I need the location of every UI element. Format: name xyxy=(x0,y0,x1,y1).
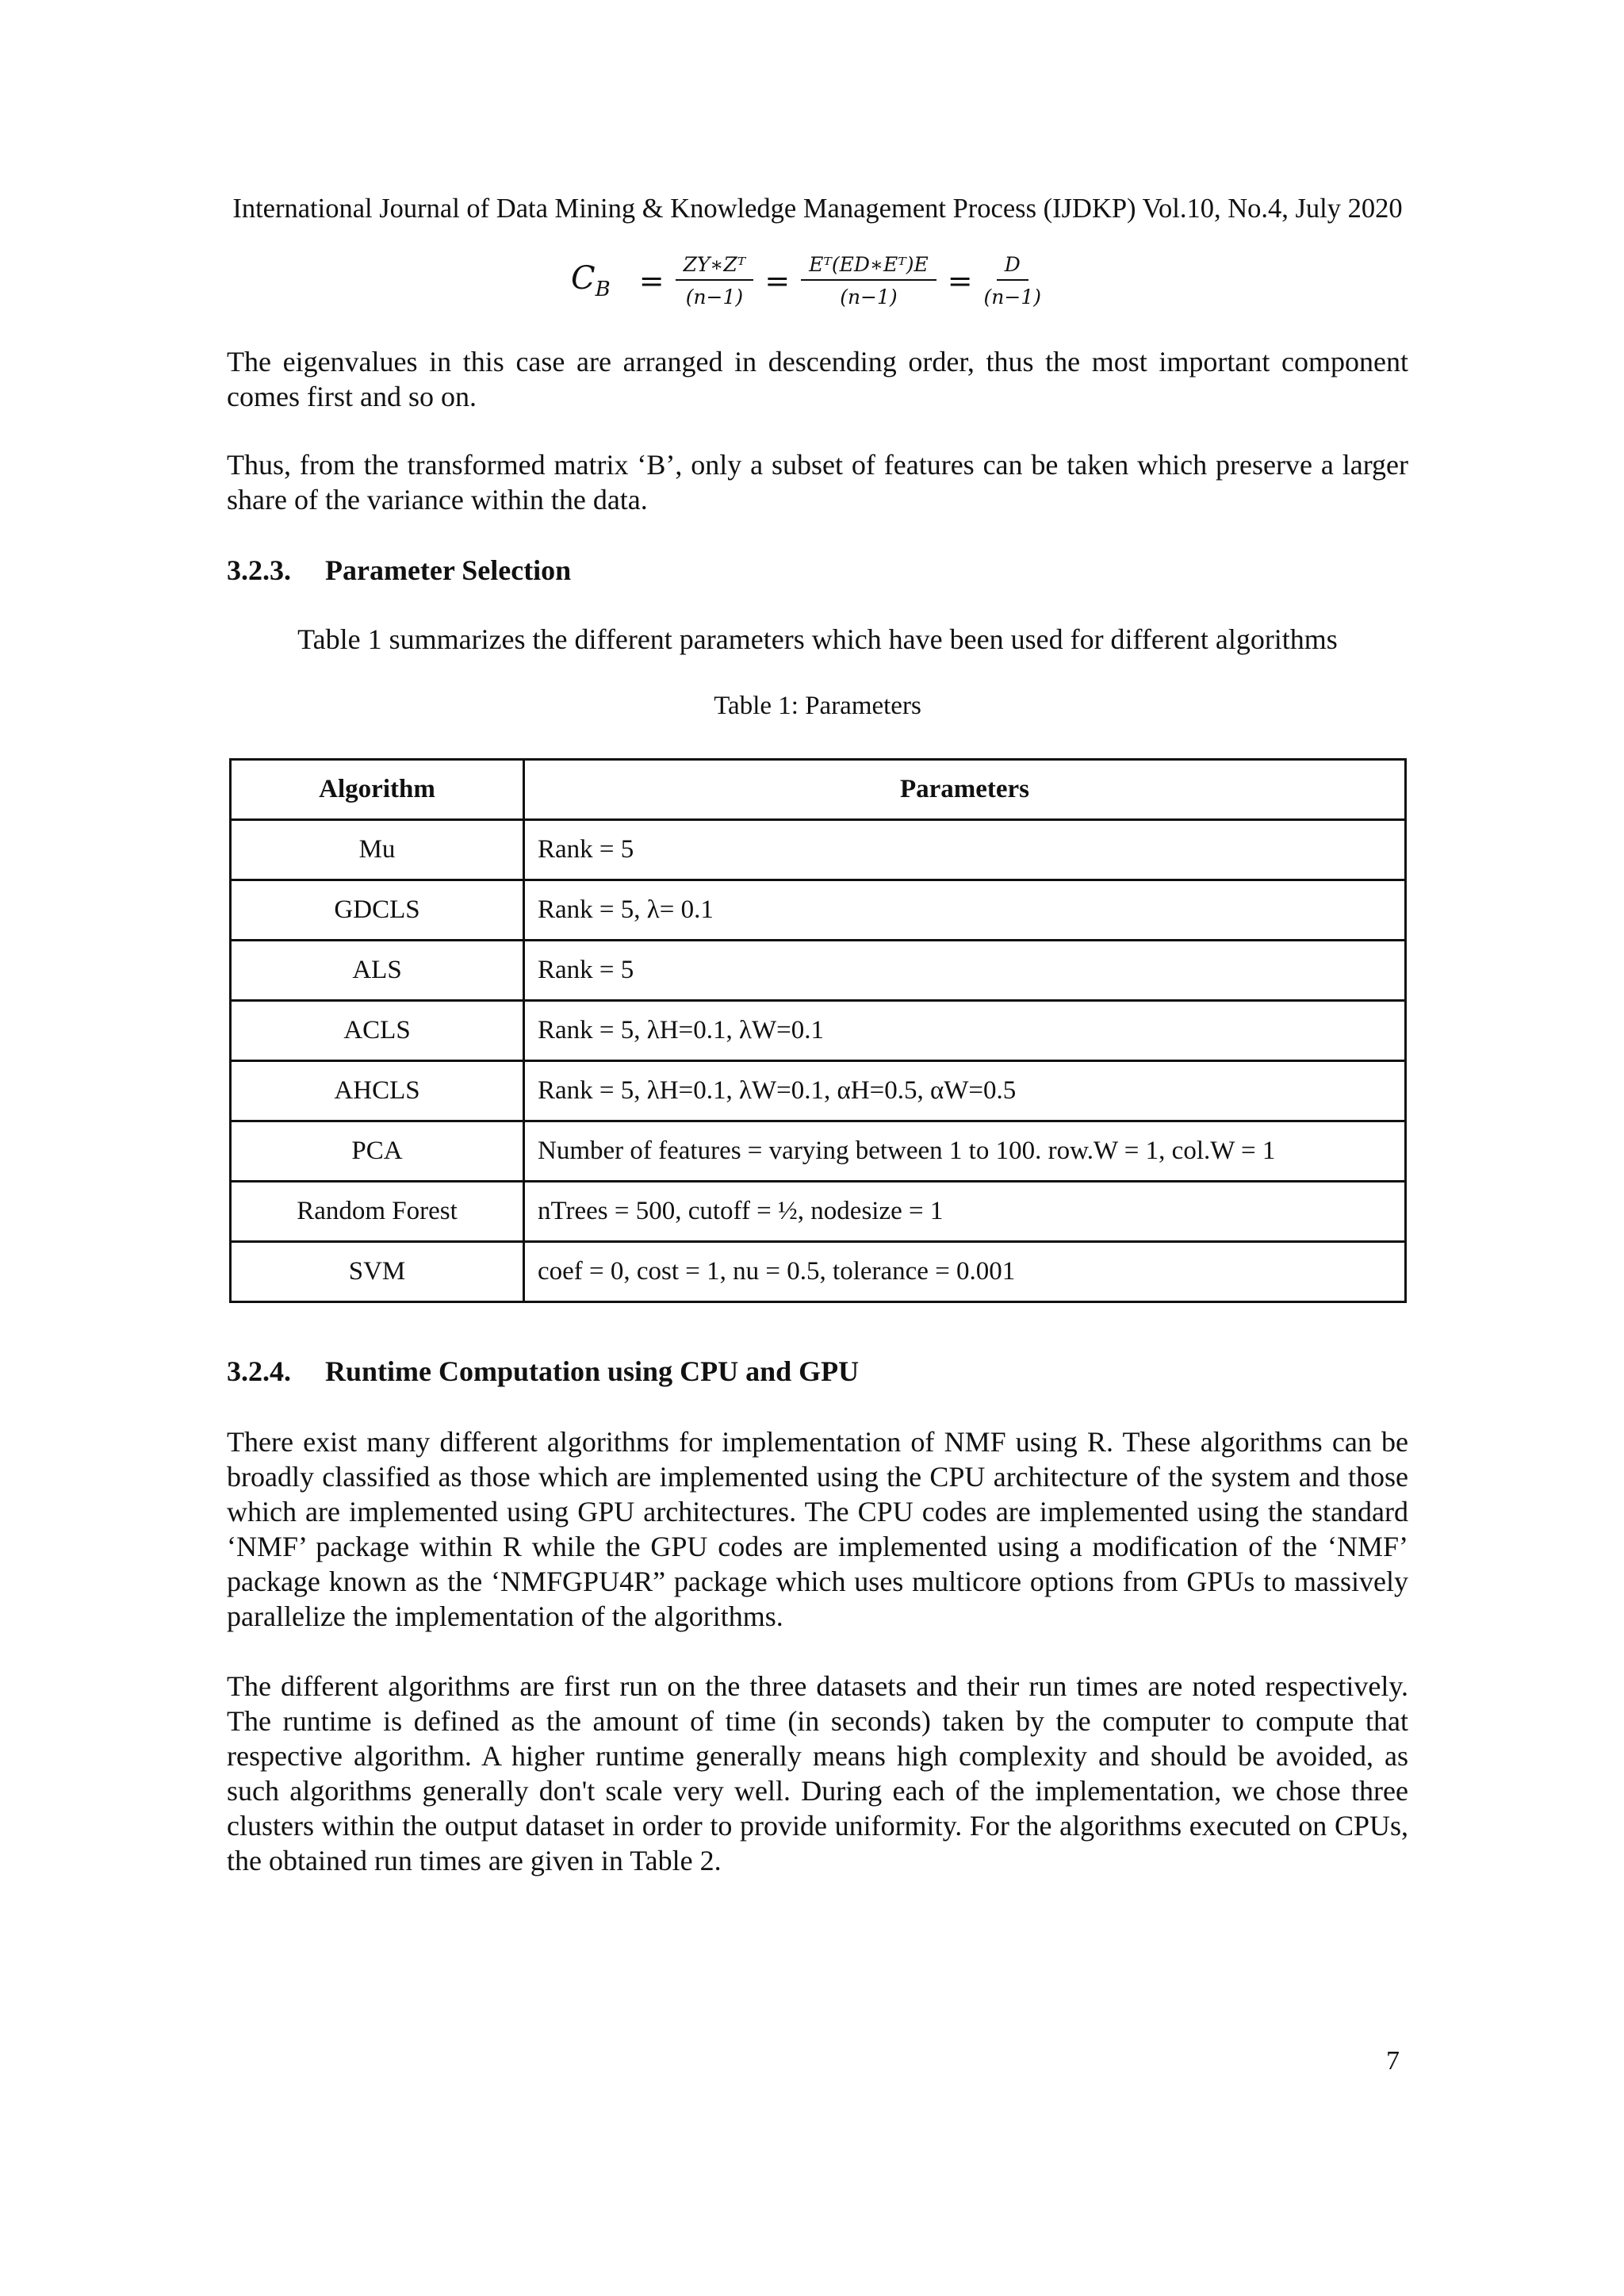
parameters-cell: nTrees = 500, cutoff = ½, nodesize = 1 xyxy=(524,1182,1406,1242)
equation-lhs: $C_B$ xyxy=(571,260,611,301)
parameters-cell: Rank = 5 xyxy=(524,820,1406,880)
algorithm-cell: PCA xyxy=(231,1121,524,1182)
table-row xyxy=(231,820,1406,880)
equals-sign: = xyxy=(638,263,665,298)
column-header-parameters: Parameters xyxy=(524,760,1406,820)
equals-sign: = xyxy=(947,263,973,298)
parameters-cell: coef = 0, cost = 1, nu = 0.5, tolerance = 0.001 xyxy=(524,1242,1406,1302)
table-row xyxy=(231,1182,1406,1242)
algorithm-cell: Mu xyxy=(231,820,524,880)
parameters-cell: Rank = 5 xyxy=(524,941,1406,1001)
section-heading-parameter-selection: 3.2.3. Parameter Selection xyxy=(227,554,572,586)
table-header-row xyxy=(231,760,1406,820)
algorithm-cell: Random Forest xyxy=(231,1182,524,1242)
parameters-cell: Number of features = varying between 1 to 100. row.W = 1, col.W = 1 xyxy=(524,1121,1406,1182)
table-row xyxy=(231,1121,1406,1182)
equals-sign: = xyxy=(764,263,791,298)
fraction-3: $\frac{D}{(n-1)}$ xyxy=(983,253,1042,309)
column-header-algorithm: Algorithm xyxy=(231,760,524,820)
covariance-equation xyxy=(571,244,1041,317)
journal-header: International Journal of Data Mining & Knowledge Management Process (IJDKP) Vol.10, No.4, July 2020 xyxy=(232,194,1403,224)
parameters-cell: Rank = 5, λH=0.1, λW=0.1, αH=0.5, αW=0.5 xyxy=(524,1061,1406,1121)
parameters-table xyxy=(229,758,1407,1303)
table-row xyxy=(231,1001,1406,1061)
algorithm-cell: SVM xyxy=(231,1242,524,1302)
table-row xyxy=(231,1242,1406,1302)
section-heading-runtime-computation: 3.2.4. Runtime Computation using CPU and GPU xyxy=(227,1355,860,1387)
table-row xyxy=(231,941,1406,1001)
table-row xyxy=(231,880,1406,941)
algorithm-cell: ALS xyxy=(231,941,524,1001)
table-caption: Table 1: Parameters xyxy=(714,692,921,720)
parameters-cell: Rank = 5, λH=0.1, λW=0.1 xyxy=(524,1001,1406,1061)
fraction-1: $\frac{\text{ZY∗Zᵀ}}{(n-1)}$ xyxy=(676,253,754,309)
paragraph-runtime-definition: The different algorithms are first run on the three datasets and their run times are noted respectively. The runtime is defined as the amount of time (in seconds) taken by the computer to compute that respective algorithm. A higher runtime generally means high complexity and should be avoided, as such algorithms generally don't scale very well. During each of the implementation, we chose three clusters within the output dataset in order to provide uniformity. For the algorithms executed on CPUs, the obtained run times are given in Table 2. xyxy=(227,1670,1408,1876)
paragraph-nmf-implementations: There exist many different algorithms for implementation of NMF using R. These algorithms can be broadly classified as those which are implemented using the CPU architecture of the system and those which are implemented using GPU architectures. The CPU codes are implemented using the standard ‘NMF’ package within R while the GPU codes are implemented using a modification of the ‘NMF’ package known as the ‘NMFGPU4R” package which uses multicore options from GPUs to massively parallelize the implementation of the algorithms. xyxy=(227,1426,1408,1632)
paragraph-table-intro: Table 1 summarizes the different parameters which have been used for different algorithms xyxy=(297,623,1338,655)
algorithm-cell: GDCLS xyxy=(231,880,524,941)
page-number: 7 xyxy=(1386,2046,1400,2076)
fraction-2: $\frac{\text{Eᵀ(ED∗Eᵀ)E}}{(n-1)}$ xyxy=(801,253,936,309)
algorithm-cell: ACLS xyxy=(231,1001,524,1061)
table-row xyxy=(231,1061,1406,1121)
paragraph-transformed-matrix: Thus, from the transformed matrix ‘B’, only a subset of features can be taken which preserve a larger share of the variance within the data. xyxy=(227,449,1408,516)
parameters-cell: Rank = 5, λ= 0.1 xyxy=(524,880,1406,941)
paragraph-eigenvalues: The eigenvalues in this case are arranged in descending order, thus the most important component comes first and so on. xyxy=(227,346,1408,412)
algorithm-cell: AHCLS xyxy=(231,1061,524,1121)
